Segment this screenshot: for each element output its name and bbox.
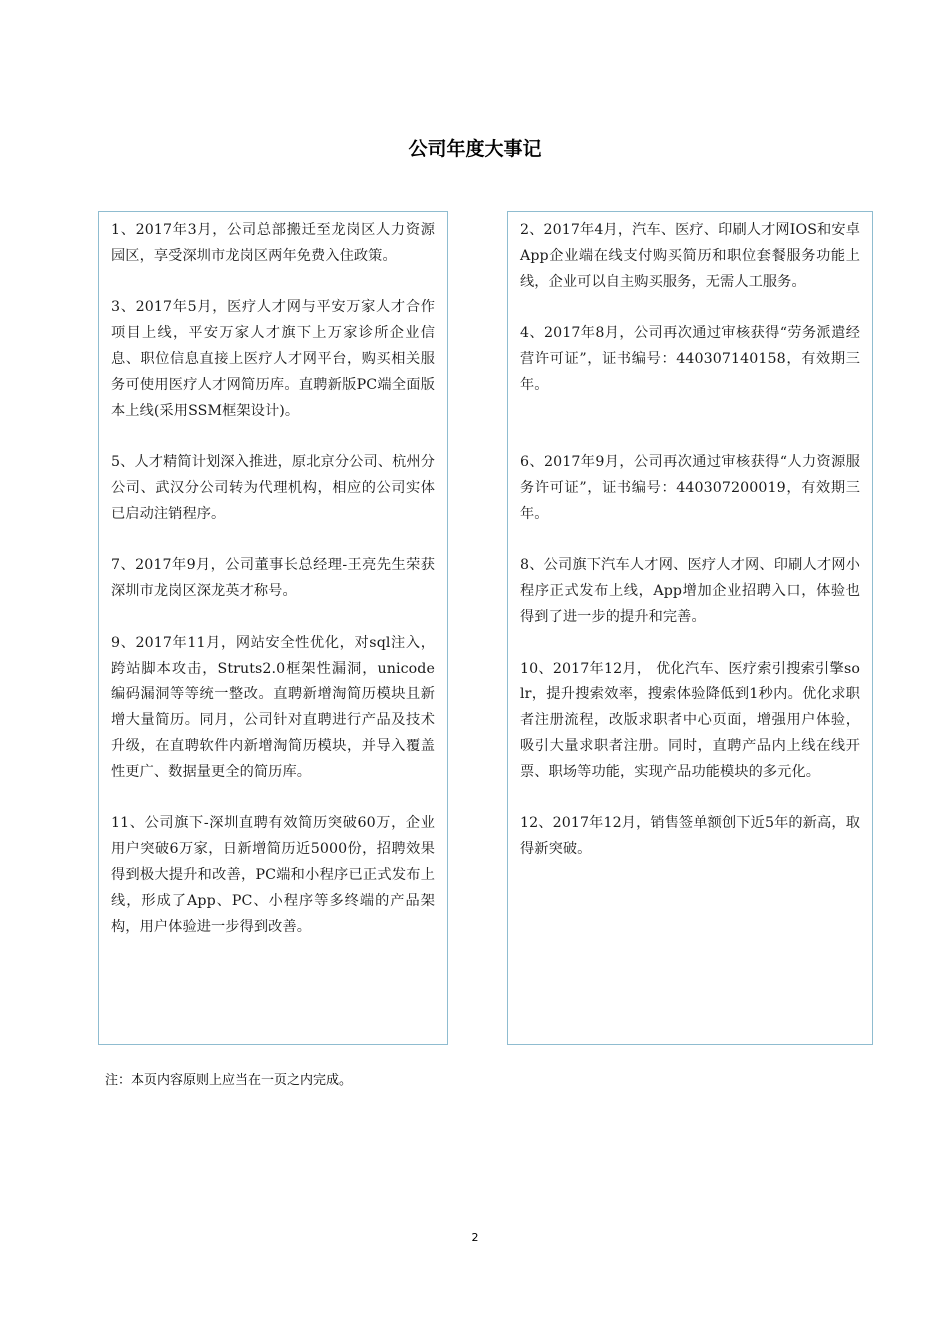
- event-item: 10、2017年12月， 优化汽车、医疗索引搜索引擎solr，提升搜索效率，搜索体验降低到1秒内。优化求职者注册流程，改版求职者中心页面，增强用户体验，吸引大量求职者注册。同时，直聘产品内上线在线开票、职场等功能，实现产品功能模块的多元化。: [520, 660, 860, 780]
- spacer: [520, 295, 860, 321]
- spacer: [111, 786, 435, 812]
- event-item: 3、2017年5月，医疗人才网与平安万家人才合作项目上线，平安万家人才旗下上万家诊所企业信息、职位信息直接上医疗人才网平台，购买相关服务可使用医疗人才网简历库。直聘新版PC端全面版本上线(采用SSM框架设计)。: [111, 299, 435, 419]
- event-item: 11、公司旗下-深圳直聘有效简历突破60万，企业用户突破6万家，日新增简历近5000份，招聘效果得到极大提升和改善，PC端和小程序已正式发布上线，形成了App、PC、小程序等多终端的产品架构，用户体验进一步得到改善。: [111, 815, 435, 935]
- spacer: [111, 605, 435, 631]
- spacer: [111, 424, 435, 450]
- page-title: 公司年度大事记: [408, 138, 542, 160]
- spacer: [520, 786, 860, 812]
- event-item: 1、2017年3月，公司总部搬迁至龙岗区人力资源园区，享受深圳市龙岗区两年免费入住政策。: [111, 222, 435, 264]
- event-item: 12、2017年12月，销售签单额创下近5年的新高，取得新突破。: [520, 815, 860, 858]
- event-item: 8、公司旗下汽车人才网、医疗人才网、印刷人才网小程序正式发布上线，App增加企业招聘入口，体验也得到了进一步的提升和完善。: [520, 557, 860, 625]
- event-item: 6、2017年9月，公司再次通过审核获得“人力资源服务许可证”，证书编号：440307200019，有效期三年。: [520, 454, 860, 522]
- spacer: [520, 631, 860, 657]
- event-item: 7、2017年9月，公司董事长总经理-王亮先生荣获深圳市龙岗区深龙英才称号。: [111, 557, 435, 600]
- events-column-left: [98, 211, 448, 1045]
- spacer: [520, 399, 860, 451]
- event-item: 4、2017年8月，公司再次通过审核获得“劳务派遣经营许可证”，证书编号：440307140158，有效期三年。: [520, 325, 860, 393]
- event-item: 5、人才精简计划深入推进，原北京分公司、杭州分公司、武汉分公司转为代理机构，相应的公司实体已启动注销程序。: [111, 454, 435, 522]
- spacer: [520, 528, 860, 554]
- page-number: 2: [471, 1231, 479, 1244]
- footnote: 注：本页内容原则上应当在一页之内完成。: [105, 1073, 353, 1088]
- events-column-right: [507, 211, 873, 1045]
- event-item: 2、2017年4月，汽车、医疗、印刷人才网IOS和安卓App企业端在线支付购买简历和职位套餐服务功能上线，企业可以自主购买服务，无需人工服务。: [520, 222, 860, 290]
- event-item: 9、2017年11月，网站安全性优化，对sql注入，跨站脚本攻击，Struts2.0框架性漏洞，unicode编码漏洞等等统一整改。直聘新增淘简历模块且新增大量简历。同月，公司针对直聘进行产品及技术升级，在直聘软件内新增淘简历模块，并导入覆盖性更广、数据量更全的简历库。: [111, 634, 435, 780]
- spacer: [111, 528, 435, 554]
- spacer: [111, 270, 435, 296]
